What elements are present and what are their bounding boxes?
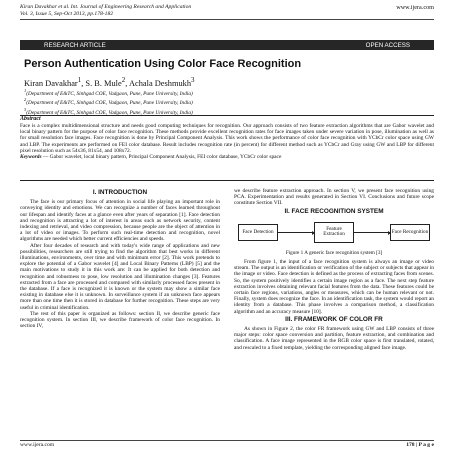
- generic-fr-diagram: [234, 218, 434, 248]
- left-column: [20, 188, 220, 329]
- journal-volume: Vol. 3, Issue 5, Sep-Oct 2013, pp.178-182: [20, 11, 114, 17]
- face-recognition-box: Face Recognition: [390, 224, 430, 241]
- keywords-line: Keywords — Gabor wavelet, local binary pattern, Principal Component Analysis, FEI color database, YCbCr color space: [20, 154, 282, 161]
- affiliation-3: $^3$(Department of E&TC, Sinhgad COE, Vadgaon, Pune, Pune University, India): [24, 106, 193, 116]
- author-1: Kiran Davakhar: [24, 78, 78, 88]
- figure-1-caption: Figure 1 A generic face recognition system [3]: [285, 249, 383, 256]
- journal-citation: Kiran Davakhar et al. Int. Journal of Engineering Research and Application: [20, 4, 192, 10]
- abstract-body: Face is a complex multidimensional structure and needs good computing techniques for recognition. Our approach consists of two feature extraction algorithms that are Gabor wavelet and local binary pattern for the purpose of color face recognition. These methods provide excellent recognition rates for face images taken under severe variation in pose, illumination as well as for small resolution face images. Face recognition is done by Principal Component Analysis. This work shows the performance of color face recognition with YCbCr color space using GW and LBP. The experiments are performed on FEI color database. Result includes recognition rate (in percent) for different method such as YCbCr and Gray using GW and LBP for different pixel resolution such as 54x36, 81x54, and 108x72.: [20, 122, 434, 154]
- footer-website-link[interactable]: www.ijera.com: [20, 442, 55, 448]
- header-divider: [20, 19, 434, 20]
- face-detection-box: Face Detection: [238, 224, 278, 241]
- affiliations: [24, 88, 193, 116]
- page-number: 178 | P a g e: [406, 442, 434, 448]
- author-list: Kiran Davakhar$^1$, S. B. Mule$^2$, Achala Deshmukh$^3$: [24, 76, 195, 88]
- author-3: , Achala Deshmukh: [125, 78, 192, 88]
- section-2-paragraph: From figure 1, the input of a face recognition system is always an image or video stream. The output is an identification or verification of the subject or subjects that appear in the image or video. Face detection is defined as the process of extracting faces from scenes. So, the system positively identifies a certain image region as a face. The next step feature extraction involves obtaining relevant facial features from the data. These features could be certain face regions, variations, angles or measures, which can be human relevant or not. Finally, system does recognize the face. In an identification task, the system would report an identity from a database. This phase involves a comparison method, a classification algorithm and an accuracy measure [10].: [234, 259, 434, 315]
- intro-continuation: we describe feature extraction approach. In section V, we present face recognition using PCA. Experimentation and results generated in Section VI. Conclusions and future scope constitute Section VII.: [234, 188, 434, 207]
- affiliation-2: $^2$(Department of E&TC, Sinhgad COE, Vadgaon, Pune, Pune University, India): [24, 97, 193, 107]
- article-type-banner: [20, 40, 434, 50]
- open-access-label: OPEN ACCESS: [365, 41, 410, 49]
- paper-title: Person Authentication Using Color Face Recognition: [24, 58, 302, 70]
- footer-divider: [20, 440, 434, 441]
- feature-extraction-box: Feature Extraction: [314, 222, 354, 243]
- intro-paragraph-2: After four decades of research and with today's wide range of applications and new possibilities, researchers are still trying to find the algorithm that best works in different illuminations, environments, over time and with minimum error [2]. This work pretends to explore the potential of a Gabor wavelet [4] and Local Binary Patterns (LBP) [5] and the main motivations to study it in this work are: It can be applied for both detection and recognition and robustness to pose, low resolution and illumination changes [3]. Features extracted from a face are processed and compared with similarly processed faces present in the database. If a face is recognized it is known or the system may show a similar face existing in database else it is unknown. In surveillance system if an unknown face appears more than one time then it is stored in database for further recognition. These steps are very useful in criminal identification.: [20, 242, 220, 311]
- arrow-icon: [354, 232, 390, 233]
- author-2: , S. B. Mule: [81, 78, 122, 88]
- research-article-label: RESEARCH ARTICLE: [44, 41, 106, 49]
- abstract-box: [20, 115, 434, 181]
- section-heading-introduction: I. INTRODUCTION: [92, 189, 148, 196]
- affiliation-1: $^1$(Department of E&TC, Sinhgad COE, Vadgaon, Pune, Pune University, India): [24, 88, 193, 97]
- arrow-icon: [278, 232, 314, 233]
- section-heading-framework: III. FRAMEWORK OF COLOR FR: [285, 315, 383, 323]
- header-website-link[interactable]: www.ijera.com: [396, 4, 434, 11]
- running-header: [20, 4, 434, 18]
- section-3-paragraph: As shown in Figure 2, the color FR framework using GW and LBP consists of three major steps: color space conversion and partition, feature extraction, and combination and classification. A face image represented in the RGB color space is first translated, rotated, and rescaled to a fixed template, yielding the corresponding aligned face image.: [234, 326, 434, 351]
- intro-paragraph-1: The face is our primary focus of attention in social life playing an important role in conveying identity and emotions. We can recognize a number of faces learned throughout our lifespan and identify faces at a glance even after years of separation [1]. Face detection and recognition is attracting a lot of interest in areas such as network security, content indexing and retrieval, and video compression, because people are the object of attention in a lot of video or images. To perform such real-time detection and recognition, novel algorithms are needed which better current efficiencies and speeds.: [20, 199, 220, 243]
- page-footer: [20, 442, 434, 448]
- abstract-heading: Abstract: [20, 116, 41, 122]
- section-heading-face-recognition-system: II. FACE RECOGNITION SYSTEM: [284, 207, 384, 215]
- right-column: [234, 188, 434, 351]
- intro-paragraph-3: The rest of this paper is organized as follows: section II, we describe generic face recognition system. In section III, we describe framework of color face recognition. In section IV,: [20, 310, 220, 330]
